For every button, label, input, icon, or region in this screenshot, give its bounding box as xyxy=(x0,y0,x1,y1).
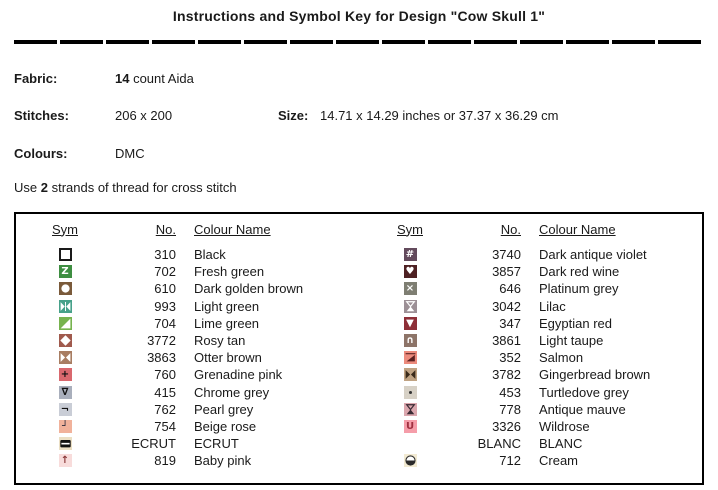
tribr-icon xyxy=(59,317,72,330)
colours-value: DMC xyxy=(115,146,145,161)
colour-number: 993 xyxy=(154,298,176,314)
symbol-cell xyxy=(404,317,417,330)
symbol-swatch xyxy=(59,248,72,261)
cornertr-glyph: ¬ xyxy=(60,403,70,415)
circlehalf-icon xyxy=(404,454,417,467)
colour-number: 762 xyxy=(154,401,176,417)
symbol-swatch xyxy=(404,454,417,467)
strands-prefix: Use xyxy=(14,180,41,195)
size-value: 14.71 x 14.29 inches or 37.37 x 36.29 cm xyxy=(320,108,559,123)
colour-number: 760 xyxy=(154,367,176,383)
colour-name: Egyptian red xyxy=(539,315,612,331)
symbol-swatch xyxy=(404,317,417,330)
arch-glyph: ∩ xyxy=(405,335,415,347)
colour-number: 3857 xyxy=(492,264,521,280)
symbol-cell xyxy=(404,248,417,261)
key-row xyxy=(16,332,361,349)
colour-name: Chrome grey xyxy=(194,384,270,400)
key-row xyxy=(361,263,706,280)
colour-number: 352 xyxy=(499,350,521,366)
key-row xyxy=(361,280,706,297)
key-row xyxy=(16,315,361,332)
key-header xyxy=(16,220,361,238)
colour-name: Platinum grey xyxy=(539,281,619,297)
symbol-swatch xyxy=(59,351,72,364)
colour-number: 310 xyxy=(154,247,176,263)
colour-number: 3740 xyxy=(492,247,521,263)
colour-name: Dark golden brown xyxy=(194,281,304,297)
size-label: Size: xyxy=(278,108,309,123)
symbol-cell xyxy=(404,454,417,467)
colour-name: Lilac xyxy=(539,298,566,314)
symbol-swatch xyxy=(59,368,72,381)
sharp-glyph: # xyxy=(405,249,415,261)
key-row xyxy=(16,246,361,263)
key-row xyxy=(16,435,361,452)
colour-name: Baby pink xyxy=(194,453,252,469)
strands-note xyxy=(14,180,237,195)
key-row xyxy=(361,435,706,452)
key-row xyxy=(16,384,361,401)
symbol-cell xyxy=(404,300,417,313)
colour-name: Salmon xyxy=(539,350,584,366)
symbol-swatch xyxy=(404,351,417,364)
symbol-cell xyxy=(404,386,417,399)
fabric-label: Fabric: xyxy=(14,71,58,86)
arrowup-glyph: ↑ xyxy=(60,455,70,467)
symbol-cell xyxy=(59,351,72,364)
symbol-swatch xyxy=(59,317,72,330)
symbol-swatch xyxy=(404,368,417,381)
symbol-cell xyxy=(59,454,72,467)
symbol-swatch xyxy=(404,437,417,450)
colour-number: 778 xyxy=(499,401,521,417)
key-row xyxy=(16,401,361,418)
symbol-swatch xyxy=(59,334,72,347)
symbol-swatch xyxy=(59,454,72,467)
colour-name: Fresh green xyxy=(194,264,265,280)
U-glyph: U xyxy=(405,420,415,432)
symbol-key-table xyxy=(14,212,704,485)
colour-number: 646 xyxy=(499,281,521,297)
hourglass-icon xyxy=(404,403,417,416)
colour-number: 754 xyxy=(154,418,176,434)
symbol-swatch xyxy=(59,386,72,399)
key-row xyxy=(361,332,706,349)
cornerbr-glyph: ┘ xyxy=(61,420,69,432)
header-sym: Sym xyxy=(397,221,423,237)
key-rows-right xyxy=(361,246,706,469)
colour-name: Beige rose xyxy=(194,418,257,434)
key-column-right xyxy=(361,214,706,483)
colour-number: BLANC xyxy=(477,436,521,452)
key-row xyxy=(16,418,361,435)
header-name: Colour Name xyxy=(539,221,616,237)
page-title: Instructions and Symbol Key for Design "Cow Skull 1" xyxy=(172,8,546,24)
colour-number: 702 xyxy=(154,264,176,280)
colour-number: 3861 xyxy=(492,333,521,349)
heart-glyph: ♥ xyxy=(405,266,415,278)
symbol-swatch xyxy=(404,300,417,313)
Z-glyph: Z xyxy=(61,266,69,278)
colour-number: 3042 xyxy=(492,298,521,314)
colour-number: ECRUT xyxy=(131,436,176,452)
bowtie-icon xyxy=(404,368,417,381)
symbol-swatch xyxy=(404,403,417,416)
symbol-swatch xyxy=(59,403,72,416)
symbol-cell xyxy=(59,386,72,399)
key-row xyxy=(361,418,706,435)
colour-number: 712 xyxy=(499,453,521,469)
colour-name: Gingerbread brown xyxy=(539,367,651,383)
key-row xyxy=(361,315,706,332)
symbol-cell xyxy=(59,368,72,381)
blank-icon xyxy=(404,437,417,450)
symbol-cell xyxy=(404,282,417,295)
tridown-glyph: ▼ xyxy=(406,317,414,329)
key-row xyxy=(16,263,361,280)
symbol-cell xyxy=(59,334,72,347)
colour-name: Rosy tan xyxy=(194,333,246,349)
key-row xyxy=(16,280,361,297)
key-row xyxy=(361,452,706,469)
diamond-icon xyxy=(59,334,72,347)
symbol-cell xyxy=(404,265,417,278)
key-row xyxy=(16,452,361,469)
symbol-swatch xyxy=(404,334,417,347)
colour-name: Dark antique violet xyxy=(539,247,647,263)
symbol-swatch xyxy=(59,437,72,450)
bar-icon xyxy=(59,437,72,450)
header-no: No. xyxy=(155,221,176,237)
symbol-cell xyxy=(59,248,72,261)
trismall-icon xyxy=(404,351,417,364)
key-rows-left xyxy=(16,246,361,469)
symbol-swatch xyxy=(404,282,417,295)
colour-name: Wildrose xyxy=(539,418,590,434)
symbol-cell xyxy=(59,300,72,313)
symbol-cell xyxy=(404,437,417,450)
colour-name: Black xyxy=(194,247,226,263)
symbol-cell xyxy=(59,282,72,295)
key-row xyxy=(361,384,706,401)
dot-icon xyxy=(404,386,417,399)
strands-count: 2 xyxy=(40,180,48,195)
circle-icon xyxy=(59,282,72,295)
symbol-cell xyxy=(404,368,417,381)
fabric-count-rest: count Aida xyxy=(129,71,194,86)
strands-suffix: strands of thread for cross stitch xyxy=(47,180,237,195)
bowtie-icon xyxy=(59,351,72,364)
key-row xyxy=(16,366,361,383)
bowtieline-icon xyxy=(59,300,72,313)
colour-name: Pearl grey xyxy=(194,401,254,417)
colour-name: Dark red wine xyxy=(539,264,620,280)
header-no: No. xyxy=(500,221,521,237)
symbol-cell xyxy=(404,420,417,433)
colour-number: 3782 xyxy=(492,367,521,383)
colour-name: Otter brown xyxy=(194,350,262,366)
header-name: Colour Name xyxy=(194,221,271,237)
stitches-label: Stitches: xyxy=(14,108,69,123)
symbol-swatch xyxy=(404,248,417,261)
colour-number: 610 xyxy=(154,281,176,297)
key-row xyxy=(361,366,706,383)
colour-number: 3772 xyxy=(147,333,176,349)
symbol-cell xyxy=(59,437,72,450)
symbol-swatch xyxy=(59,300,72,313)
key-header xyxy=(361,220,706,238)
symbol-swatch xyxy=(59,282,72,295)
symbol-cell xyxy=(59,317,72,330)
symbol-cell xyxy=(404,334,417,347)
colour-number: 3863 xyxy=(147,350,176,366)
colour-name: Lime green xyxy=(194,315,260,331)
colour-name: Cream xyxy=(539,453,579,469)
colour-name: Turtledove grey xyxy=(539,384,629,400)
colour-name: Antique mauve xyxy=(539,401,626,417)
nabla-glyph: ∇ xyxy=(61,386,69,398)
symbol-swatch xyxy=(404,420,417,433)
fabric-value xyxy=(115,71,194,86)
key-row xyxy=(16,298,361,315)
fabric-count: 14 xyxy=(115,71,130,86)
colour-number: 347 xyxy=(499,315,521,331)
colour-name: Light taupe xyxy=(539,333,604,349)
symbol-swatch xyxy=(59,420,72,433)
key-row xyxy=(16,349,361,366)
key-row xyxy=(361,349,706,366)
symbol-cell xyxy=(404,403,417,416)
key-row xyxy=(361,246,706,263)
colour-name: Light green xyxy=(194,298,260,314)
colour-number: 704 xyxy=(154,315,176,331)
symbol-cell xyxy=(404,351,417,364)
plus-glyph: + xyxy=(60,369,70,381)
symbol-swatch xyxy=(59,265,72,278)
colour-number: 3326 xyxy=(492,418,521,434)
colour-number: 415 xyxy=(154,384,176,400)
colour-name: BLANC xyxy=(539,436,583,452)
colour-number: 453 xyxy=(499,384,521,400)
symbol-cell xyxy=(59,403,72,416)
colour-name: ECRUT xyxy=(194,436,239,452)
symbol-cell xyxy=(59,420,72,433)
stitches-value: 206 x 200 xyxy=(115,108,173,123)
key-row xyxy=(361,401,706,418)
title-divider xyxy=(14,40,704,44)
header-sym: Sym xyxy=(52,221,78,237)
symbol-cell xyxy=(59,265,72,278)
hourglass-icon xyxy=(404,300,417,313)
symbol-swatch xyxy=(404,265,417,278)
colour-number: 819 xyxy=(154,453,176,469)
symbol-swatch xyxy=(404,386,417,399)
colour-name: Grenadine pink xyxy=(194,367,283,383)
colours-label: Colours: xyxy=(14,146,68,161)
key-row xyxy=(361,298,706,315)
key-column-left xyxy=(16,214,361,483)
times-glyph: × xyxy=(405,283,415,295)
